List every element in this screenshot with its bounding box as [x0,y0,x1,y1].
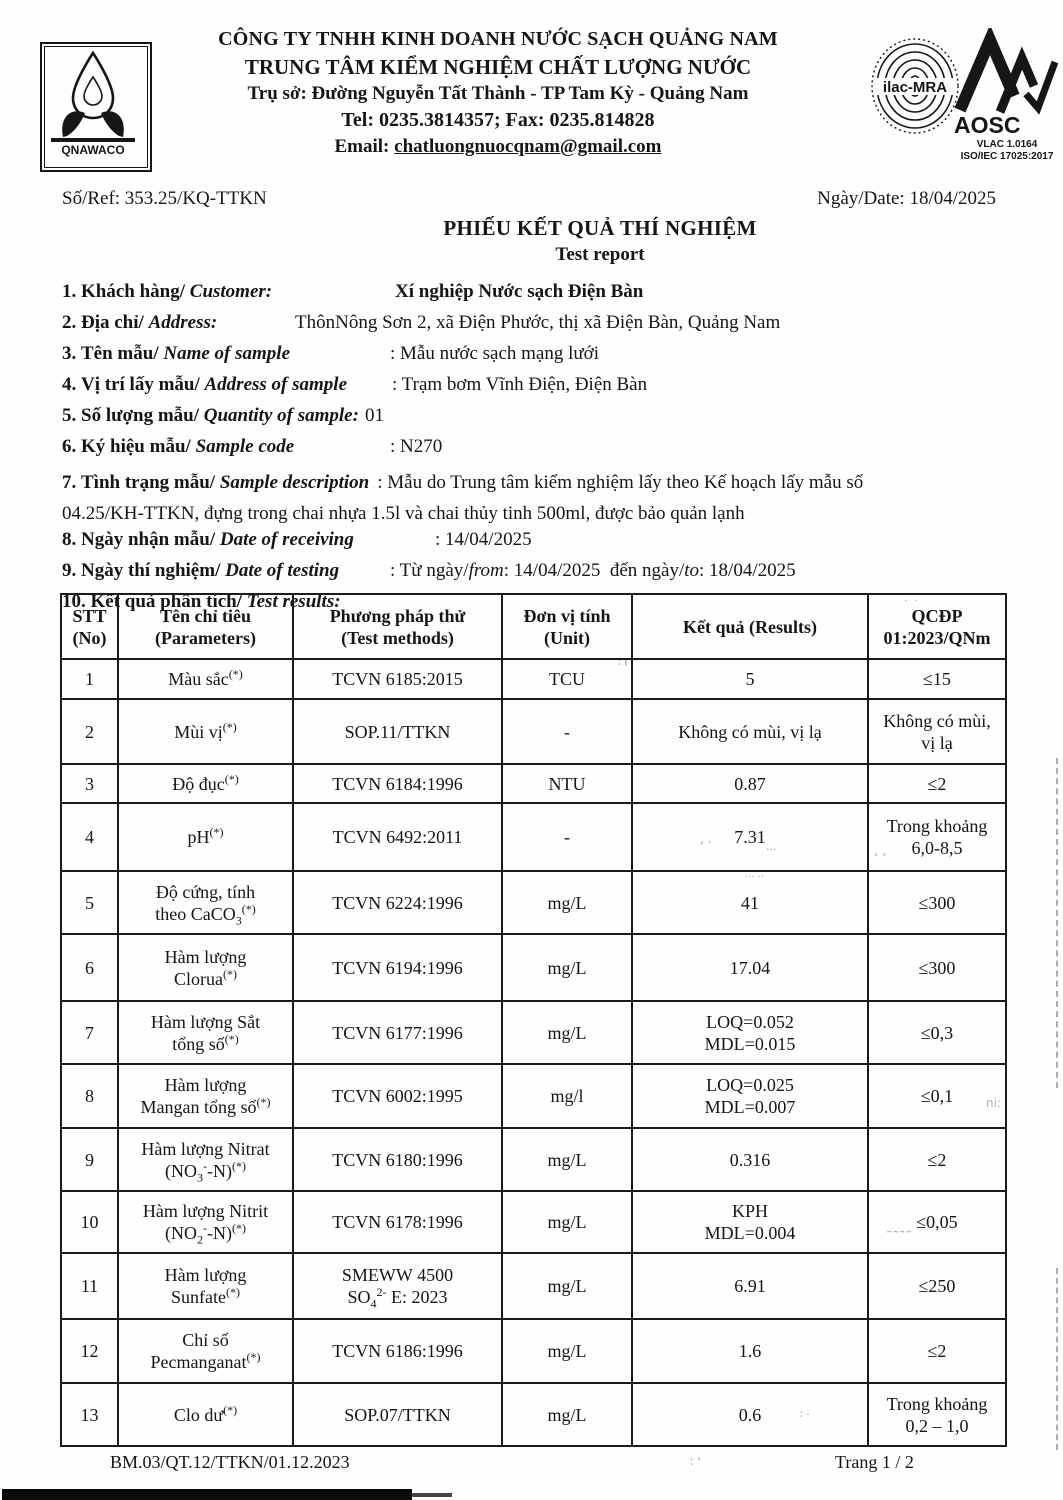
cell-no: 1 [61,659,118,699]
scan-artifact: , . [700,832,712,846]
table-row [61,1001,1006,1064]
info-customer: 1. Khách hàng/ Customer: Xí nghiệp Nước sạch Điện Bàn [62,281,644,302]
scan-bottom-bar-tail [412,1493,452,1497]
company-email-line [148,134,848,160]
cell-method: SOP.07/TTKN [293,1383,502,1446]
cell-limit: ≤0,3 [868,1001,1006,1064]
header-cell-method: Phương pháp thử (Test methods) [293,594,502,659]
cell-limit: Trong khoảng 0,2 – 1,0 [868,1383,1006,1446]
table-row [61,764,1006,803]
aosc-vlac-text: VLAC 1.0164 [976,139,1038,150]
cell-limit: ≤300 [868,871,1006,934]
header-cell-limit: QCĐP 01:2023/QNm [868,594,1006,659]
table-row [61,934,1006,1001]
cell-unit: mg/L [502,1001,632,1064]
cell-method: TCVN 6194:1996 [293,934,502,1001]
cell-parameter: Hàm lượng Sắt tổng số(*) [118,1001,293,1064]
table-row [61,871,1006,934]
scan-artifact: ‘ ’ [874,852,887,867]
cell-result: KPH MDL=0.004 [632,1191,868,1253]
cell-no: 4 [61,803,118,871]
cell-result: LOQ=0.025 MDL=0.007 [632,1064,868,1128]
scan-artifact: ˜˜˜˜ [886,1230,912,1245]
scan-artifact: ∶ ‘ [690,1455,701,1469]
table-row [61,699,1006,764]
header-cell-no: STT (No) [61,594,118,659]
qnawaco-logo-text: QNAWACO [61,143,125,157]
cell-no: 3 [61,764,118,803]
cell-result: 1.6 [632,1319,868,1383]
document-date: Ngày/Date: 18/04/2025 [817,188,996,209]
ilac-mra-globe-icon [870,36,960,136]
cell-unit: mg/L [502,934,632,1001]
cell-result: 7.31 [632,803,868,871]
info-sample-description: 7. Tình trạng mẫu/ Sample description : Mẫu do Trung tâm kiểm nghiệm lấy theo Kế hoạch lấy mẫu số 04.25/KH-TTKN, đựng trong chai nhựa 1.5l và chai thủy tinh 500ml, được bảo quản lạnh [62,472,864,524]
table-row [61,1319,1006,1383]
cell-parameter: Hàm lượng Clorua(*) [118,934,293,1001]
cell-parameter: Độ đục(*) [118,764,293,803]
info-sample-name: 3. Tên mẫu/ Name of sample : Mẫu nước sạch mạng lưới [62,343,600,364]
cell-no: 2 [61,699,118,764]
scan-artifact: ··· ·· [745,872,765,883]
table-row [61,1191,1006,1253]
cell-method: TCVN 6186:1996 [293,1319,502,1383]
cell-parameter: Hàm lượng Mangan tổng số(*) [118,1064,293,1128]
cell-unit: NTU [502,764,632,803]
cell-method: TCVN 6177:1996 [293,1001,502,1064]
cell-unit: mg/L [502,871,632,934]
table-row [61,1383,1006,1446]
company-header [148,26,848,160]
results-table-body [61,594,1006,1446]
cell-method: TCVN 6184:1996 [293,764,502,803]
cell-limit: ≤0,05 [868,1191,1006,1253]
cell-parameter: Hàm lượng Sunfate(*) [118,1253,293,1319]
cell-parameter: Hàm lượng Nitrit $(NO_2^--N)^{(*)}$ [118,1191,293,1253]
cell-unit: mg/l [502,1064,632,1128]
cell-limit: Không có mùi, vị lạ [868,699,1006,764]
cell-no: 5 [61,871,118,934]
document-title-en: Test report [555,244,645,265]
cell-parameter: Độ cứng, tính theo CaCO$_3$(*) [118,871,293,934]
scan-bottom-bar [2,1489,412,1500]
cell-method: TCVN 6224:1996 [293,871,502,934]
cell-limit: ≤15 [868,659,1006,699]
info-address: 2. Địa chỉ/ Address: ThônNông Sơn 2, xã Điện Phước, thị xã Điện Bàn, Quảng Nam [62,312,781,333]
cell-unit: - [502,699,632,764]
cell-result: 5 [632,659,868,699]
aosc-text: AOSC [954,112,1021,138]
ilac-mra-stamp [870,36,960,141]
company-name: CÔNG TY TNHH KINH DOANH NƯỚC SẠCH QUẢNG NAM [218,28,778,50]
cell-unit: mg/L [502,1319,632,1383]
qnawaco-logo-frame [44,46,148,168]
cell-unit: mg/L [502,1383,632,1446]
table-row [61,659,1006,699]
scan-artifact: ... [766,840,777,853]
aosc-iso-text: ISO/IEC 17025:2017 [960,151,1054,162]
cell-unit: mg/L [502,1191,632,1253]
aosc-logo [952,28,1062,168]
scan-artifact: ∶ ı [618,656,628,669]
cell-method: TCVN 6492:2011 [293,803,502,871]
cell-result: Không có mùi, vị lạ [632,699,868,764]
cell-limit: ≤0,1 [868,1064,1006,1128]
cell-result: 41 [632,871,868,934]
info-sample-location: 4. Vị trí lấy mẫu/ Address of sample : Trạm bơm Vĩnh Điện, Điện Bàn [62,374,648,395]
cell-result: 0.316 [632,1128,868,1191]
info-date-receiving: 8. Ngày nhận mẫu/ Date of receiving : 14/04/2025 [62,529,532,550]
cell-unit: - [502,803,632,871]
cell-parameter: pH(*) [118,803,293,871]
cell-parameter: Clo dư(*) [118,1383,293,1446]
company-address: Trụ sở: Đường Nguyễn Tất Thành - TP Tam Kỳ - Quảng Nam [247,83,749,105]
cell-no: 9 [61,1128,118,1191]
table-row [61,803,1006,871]
cell-no: 8 [61,1064,118,1128]
qnawaco-logo [40,42,152,172]
cell-limit: ≤300 [868,934,1006,1001]
cell-unit: mg/L [502,1128,632,1191]
sample-info-list [62,281,1012,622]
center-name: TRUNG TÂM KIỂM NGHIỆM CHẤT LƯỢNG NƯỚC [244,55,752,79]
ilac-mra-text: ilac-MRA [882,79,948,96]
email-label: Email: [334,135,390,157]
scan-edge-line [1056,758,1058,1088]
cell-no: 13 [61,1383,118,1446]
scan-edge-line [1056,1268,1058,1450]
cell-parameter: Chỉ số Pecmanganat(*) [118,1319,293,1383]
water-drop-hands-icon [45,47,141,159]
cell-unit: TCU [502,659,632,699]
cell-result: LOQ=0.052 MDL=0.015 [632,1001,868,1064]
document-title-block [200,216,1000,266]
table-row [61,1253,1006,1319]
cell-no: 12 [61,1319,118,1383]
cell-result: 0.87 [632,764,868,803]
cell-result: 6.91 [632,1253,868,1319]
header-cell-unit: Đơn vị tính (Unit) [502,594,632,659]
scan-artifact: ∶ · [800,1408,810,1421]
cell-unit: mg/L [502,1253,632,1319]
info-date-testing: 9. Ngày thí nghiệm/ Date of testing : Từ ngày/from: 14/04/2025 đến ngày/to: 18/04/2025 [62,560,796,581]
company-telfax: Tel: 0235.3814357; Fax: 0235.814828 [341,108,655,131]
document-title-vi: PHIẾU KẾT QUẢ THÍ NGHIỆM [443,216,757,240]
info-sample-code: 6. Ký hiệu mẫu/ Sample code : N270 [62,436,443,457]
table-header-row [61,594,1006,659]
cell-no: 10 [61,1191,118,1253]
info-test-results-heading: 10. Kết quả phân tích/ Test results: [62,591,341,612]
page-number: Trang 1 / 2 [835,1452,914,1472]
cell-limit: Trong khoảng 6,0-8,5 [868,803,1006,871]
cell-result: 0.6 [632,1383,868,1446]
cell-result: 17.04 [632,934,868,1001]
cell-method: TCVN 6002:1995 [293,1064,502,1128]
scan-artifact: ni: [986,1096,1001,1110]
table-row [61,1128,1006,1191]
cell-limit: ≤2 [868,764,1006,803]
results-table-wrap [60,593,1005,1447]
table-row [61,1064,1006,1128]
cell-parameter: Màu sắc(*) [118,659,293,699]
info-sample-quantity: 5. Số lượng mẫu/ Quantity of sample: 01 [62,405,384,426]
cell-limit: ≤2 [868,1128,1006,1191]
cell-method: TCVN 6180:1996 [293,1128,502,1191]
cell-limit: ≤250 [868,1253,1006,1319]
cell-parameter: Hàm lượng Nitrat $(NO_3^--N)^{(*)}$ [118,1128,293,1191]
header-cell-result: Kết quả (Results) [632,594,868,659]
cell-no: 11 [61,1253,118,1319]
cell-no: 6 [61,934,118,1001]
cell-no: 7 [61,1001,118,1064]
cell-parameter: Mùi vị(*) [118,699,293,764]
email-address: chatluongnuocqnam@gmail.com [394,135,662,157]
cell-limit: ≤2 [868,1319,1006,1383]
results-table [60,593,1007,1447]
cell-method: SOP.11/TTKN [293,699,502,764]
header-cell-parameter: Tên chỉ tiêu (Parameters) [118,594,293,659]
document-ref-number: Số/Ref: 353.25/KQ-TTKN [62,188,267,209]
cell-method: SMEWW 4500 $SO_4^{2-}$ E: 2023 [293,1253,502,1319]
cell-method: TCVN 6185:2015 [293,659,502,699]
cell-method: TCVN 6178:1996 [293,1191,502,1253]
scan-artifact: ˙ ˙ [903,598,919,612]
form-code: BM.03/QT.12/TTKN/01.12.2023 [110,1452,350,1472]
aosc-mountain-check-icon [952,28,1062,163]
